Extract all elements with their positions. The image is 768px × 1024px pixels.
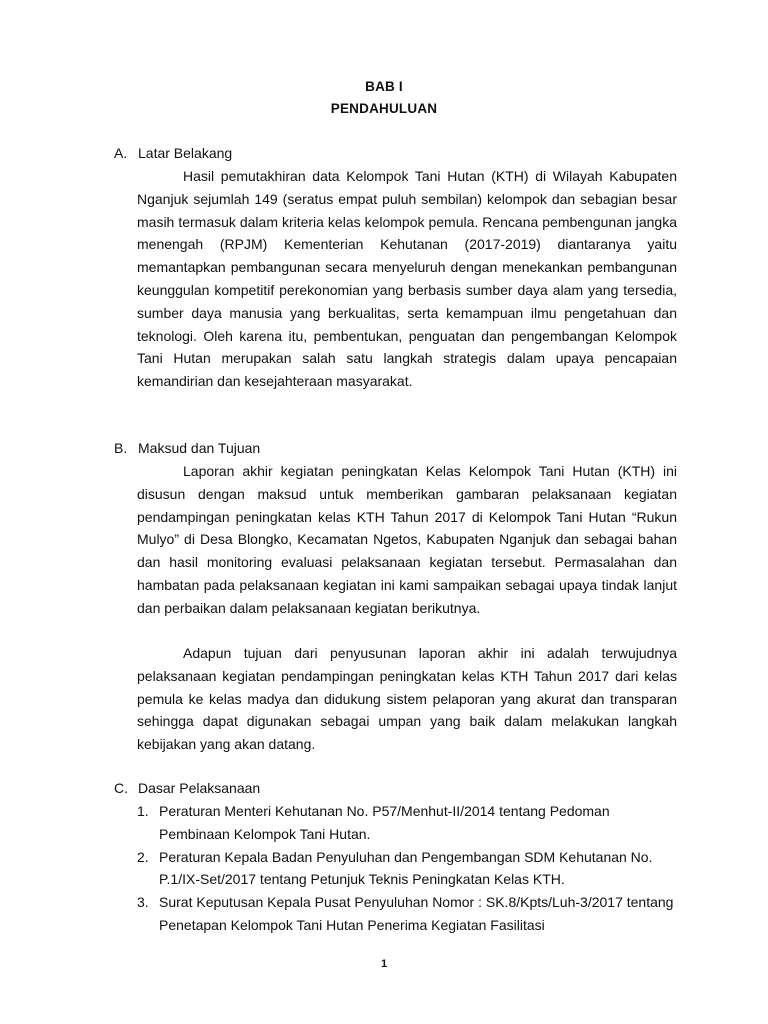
section-title: Dasar Pelaksanaan [138,780,261,796]
page-number: 1 [380,958,388,970]
legal-basis-list [137,800,677,937]
list-item [137,800,677,846]
paragraph-tujuan: Adapun tujuan dari penyusunan laporan akhir ini adalah terwujudnya pelaksanaan kegiatan pendampingan peningkatan kelas KTH Tahun 2017 dari kelas pemula ke kelas madya dan didukung sistem pelaporan yang akurat dan transparan sehingga dapat digunakan sebagai umpan yang baik dalam melakukan langkah kebijakan yang akan datang. [137,645,677,753]
chapter-title: PENDAHULUAN [330,101,438,116]
section-letter: B. [114,440,128,456]
section-heading-latar-belakang [114,145,232,161]
section-letter: A. [114,145,128,161]
section-title: Latar Belakang [138,145,233,161]
list-item-number: 2. [137,848,149,865]
section-letter: C. [114,780,128,796]
list-item-number: 1. [137,803,149,819]
list-item [137,891,677,937]
section-title: Maksud dan Tujuan [138,440,261,456]
list-item-text: Peraturan Kepala Badan Penyuluhan dan Pengembangan SDM Kehutanan No. P.1/IX-Set/2017 tentang Petunjuk Teknis Peningkatan Kelas KTH. [159,848,653,888]
list-item-text: Peraturan Menteri Kehutanan No. P57/Menhut-II/2014 tentang Pedoman Pembinaan Kelompok Tani Hutan. [159,803,610,842]
section-heading-dasar-pelaksanaan [114,780,260,796]
list-item [137,846,677,892]
list-item-text: Surat Keputusan Kepala Pusat Penyuluhan Nomor : SK.8/Kpts/Luh-3/2017 tentang Penetapan Kelompok Tani Hutan Penerima Kegiatan Fasilitasi [159,894,674,933]
chapter-number: BAB I [365,79,403,94]
list-item-number: 3. [137,894,149,911]
paragraph-maksud: Laporan akhir kegiatan peningkatan Kelas Kelompok Tani Hutan (KTH) ini disusun dengan maksud untuk memberikan gambaran pelaksanaan kegiatan pendampingan peningkatan kelas KTH Tahun 2017 di Kelompok Tani Hutan “Rukun Mulyo” di Desa Blongko, Kecamatan Ngetos, Kabupaten Nganjuk dan sebagai bahan dan hasil monitoring evaluasi pelaksanaan kegiatan tersebut. Permasalahan dan hambatan pada pelaksanaan kegiatan ini kami sampaikan sebagai upaya tindak lanjut dan perbaikan dalam pelaksanaan kegiatan berikutnya. [137,463,677,616]
section-heading-maksud-tujuan [114,440,260,456]
paragraph-latar-belakang: Hasil pemutakhiran data Kelompok Tani Hutan (KTH) di Wilayah Kabupaten Nganjuk sejumlah 149 (seratus empat puluh sembilan) kelompok dan sebagian besar masih termasuk dalam kriteria kelas kelompok pemula. Rencana pembengunan jangka menengah (RPJM) Kementerian Kehutanan (2017-2019) diantaranya yaitu memantapkan pembangunan secara menyeluruh dengan menekankan pembangunan keunggulan kompetitif perekonomian yang berbasis sumber daya alam yang tersedia, sumber daya manusia yang berkualitas, serta kemampuan ilmu pengetahuan dan teknologi. Oleh karena itu, pembentukan, penguatan dan pengembangan Kelompok Tani Hutan merupakan salah satu langkah strategis dalam upaya pencapaian kemandirian dan kesejahteraan masyarakat. [137,168,677,390]
